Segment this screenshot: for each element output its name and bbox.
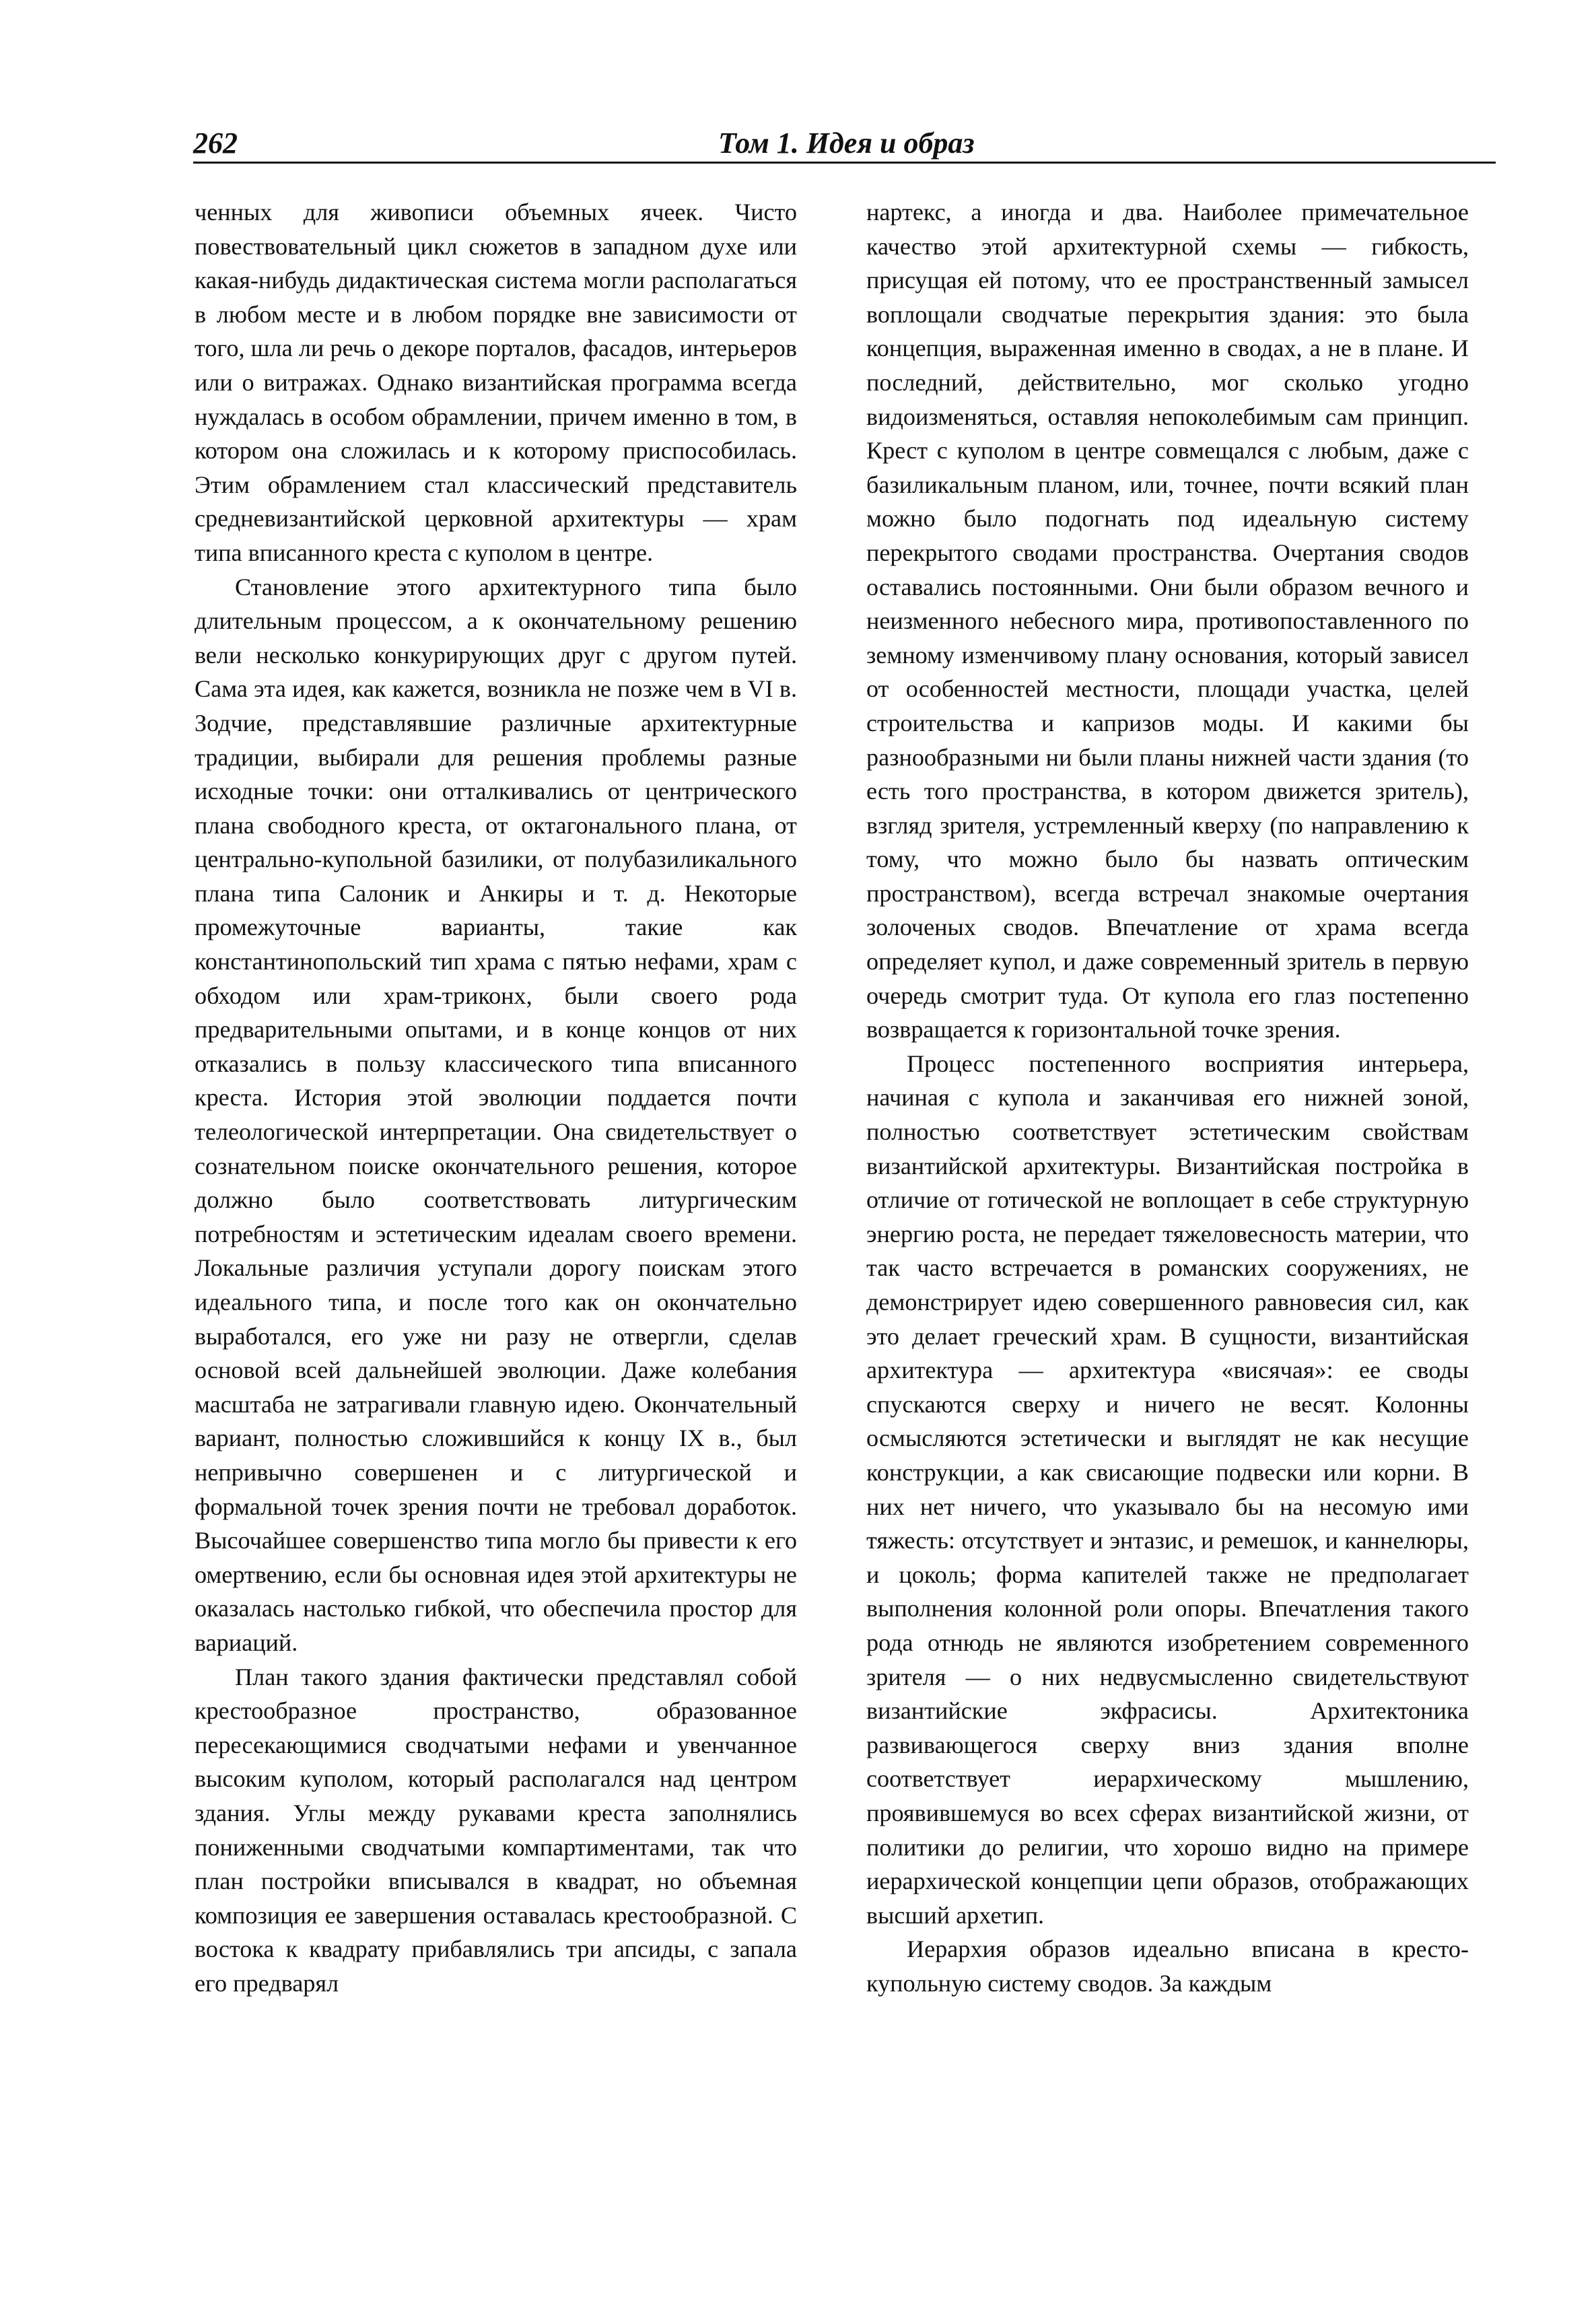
paragraph: нартекс, а иногда и два. Наиболее примечательное качество этой архитектурной схемы — гибкость, присущая ей потому, что ее пространственный замысел воплощали сводчатые перекрытия здания: это была концепция, выраженная именно в сводах, а не в плане. И последний, действительно, мог сколько угодно видоизменяться, оставляя непоколебимым сам принцип. Крест с куполом в центре совмещался с любым, даже с базиликальным планом, или, точнее, почти всякий план можно было подогнать под идеальную систему перекрытого сводами пространства. Очертания сводов оставались постоянными. Они были образом вечного и неизменного небесного мира, противопоставленного по земному изменчивому плану основания, который зависел от особенностей местности, площади участка, целей строительства и капризов моды. И какими бы разнообразными ни были планы нижней части здания (то есть того пространства, в котором движется зритель), взгляд зрителя, устремленный кверху (по направлению к тому, что можно было бы назвать оптическим пространством), всегда встречал знакомые очертания золоченых сводов. Впечатление от храма всегда определяет купол, и даже современный зритель в первую очередь смотрит туда. От купола его глаз постепенно возвращается к горизонтальной точке зрения. (866, 199, 1469, 1043)
paragraph: Становление этого архитектурного типа было длительным процессом, а к окончательному решению вели несколько конкурирующих друг с другом путей. Сама эта идея, как кажется, возникла не позже чем в VI в. Зодчие, представлявшие различные архитектурные традиции, выбирали для решения проблемы разные исходные точки: они отталкивались от центрического плана свободного креста, от октагонального плана, от центрально-купольной базилики, от полубазиликального плана типа Салоник и Анкиры и т. д. Некоторые промежуточные варианты, такие как константинопольский тип храма с пятью нефами, храм с обходом или храм-триконх, были своего рода предварительными опытами, и в конце концов от них отказались в пользу классического типа вписанного креста. История этой эволюции поддается почти телеологической интерпретации. Она свидетельствует о сознательном поиске окончательного решения, которое должно было соответствовать литургическим потребностям и эстетическим идеалам своего времени. Локальные различия уступали дорогу поискам этого идеального типа, и после того как он окончательно выработался, его уже ни разу не отвергли, сделав основой всей дальнейшей эволюции. Даже колебания масштаба не затрагивали главную идею. Окончательный вариант, полностью сложившийся к концу IX в., был непривычно совершенен и с литургической и формальной точек зрения почти не требовал доработок. Высочайшее совершенство типа могло бы привести к его омертвению, если бы основная идея этой архитектуры не оказалась настолько гибкой, что обеспечила простор для вариаций. (195, 573, 797, 1656)
paragraph: Процесс постепенного восприятия интерьера, начиная с купола и заканчивая его нижней зоной, полностью соответствует эстетическим свойствам византийской архитектуры. Византийская постройка в отличие от готической не воплощает в себе структурную энергию роста, не передает тяжеловесность материи, что так часто встречается в романских сооружениях, не демонстрирует идею совершенного равновесия сил, как это делает греческий храм. В сущности, византийская архитектура — архитектура «висячая»: ее своды спускаются сверху и ничего не весят. Колонны осмысляются эстетически и выглядят не как несущие конструкции, а как свисающие подвески или корни. В них нет ничего, что указывало бы на несомую ими тяжесть: отсутствует и энтазис, и ремешок, и каннелюры, и цоколь; форма капителей также не предполагает выполнения колонной роли опоры. Впечатления такого рода отнюдь не являются изобретением современного зрителя — о них недвусмысленно свидетельствуют византийские экфрасисы. Архитектоника развивающегося сверху вниз здания вполне соответствует иерархическому мышлению, проявившемуся во всех сферах византийской жизни, от политики до религии, что хорошо видно на примере иерархической концепции цепи образов, отображающих высший архетип. (866, 1050, 1469, 1929)
right-column (866, 195, 1469, 2000)
page-number: 262 (193, 127, 238, 160)
left-column (195, 195, 797, 2000)
paragraph: ченных для живописи объемных ячеек. Чисто повествовательный цикл сюжетов в западном духе или какая-нибудь дидактическая система могли располагаться в любом месте и в любом порядке вне зависимости от того, шла ли речь о декоре порталов, фасадов, интерьеров или о витражах. Однако византийская программа всегда нуждалась в особом обрамлении, причем именно в том, в котором она сложилась и к которому приспособилась. Этим обрамлением стал классический представитель средневизантийской церковной архитектуры — храм типа вписанного креста с куполом в центре. (195, 199, 797, 566)
paragraph: План такого здания фактически представлял собой крестообразное пространство, образованное пересекающимися сводчатыми нефами и увенчанное высоким куполом, который располагался над центром здания. Углы между рукавами креста заполнялись пониженными сводчатыми компартиментами, так что план постройки вписывался в квадрат, но объемная композиция ее завершения оставалась крестообразной. С востока к квадрату прибавлялись три апсиды, с запала его предварял (195, 1663, 797, 1997)
running-title: Том 1. Идея и образ (718, 127, 975, 160)
page-header (193, 121, 1496, 164)
paragraph: Иерархия образов идеально вписана в кресто-купольную систему сводов. За каждым (866, 1935, 1469, 1997)
